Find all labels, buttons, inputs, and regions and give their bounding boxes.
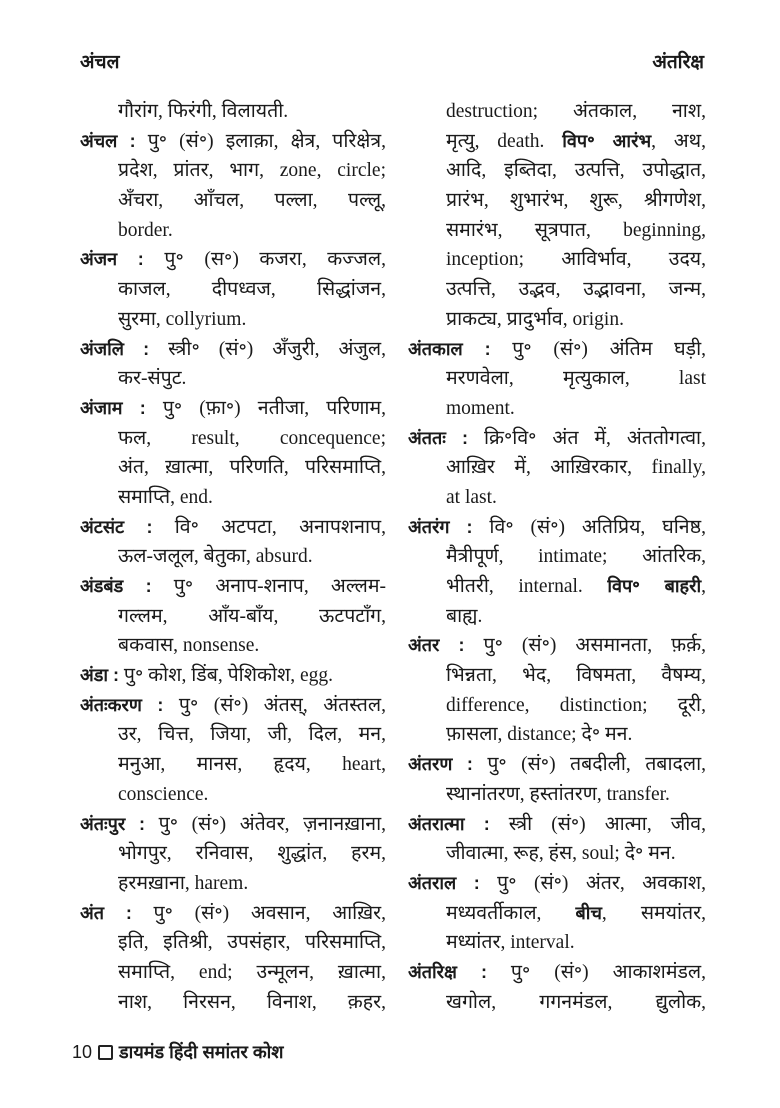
entry-line	[408, 335, 706, 365]
entry-line	[408, 364, 706, 394]
entry-line	[80, 988, 386, 1018]
definition-text: उत्पत्ति, उद्भव, उद्भावना, जन्म,	[446, 279, 706, 301]
definition-text: कर-संपुट.	[118, 368, 187, 390]
entry-line	[408, 988, 706, 1018]
definition-text: प्राकट्य, प्रादुर्भाव, origin.	[446, 308, 624, 330]
dictionary-entry	[408, 97, 706, 335]
entry-line	[408, 513, 706, 543]
definition-text: , समयांतर,	[601, 902, 706, 924]
entry-line	[80, 839, 386, 869]
entry-line	[80, 720, 386, 750]
definition-text: ,	[701, 576, 706, 597]
dictionary-entry	[408, 869, 706, 958]
definition-text: पु॰ (सं॰) असमानता, फ़र्क़,	[464, 635, 706, 657]
headword: अंतःपुर :	[80, 813, 145, 834]
definition-text: पु॰ (सं॰) आकाशमंडल,	[486, 961, 706, 983]
entry-line	[80, 305, 386, 335]
headword: अंजलि :	[80, 338, 150, 359]
dictionary-entry	[80, 691, 386, 810]
entry-line	[80, 97, 386, 127]
definition-text: पु॰ (स॰) कजरा, कज्जल,	[143, 249, 386, 271]
definition-text: पु॰ (सं॰) अंतर, अवकाश,	[479, 872, 706, 894]
entry-line	[408, 780, 706, 810]
headword: अंजाम :	[80, 397, 146, 418]
entry-line	[408, 453, 706, 483]
entry-line	[408, 483, 706, 513]
entry-line	[80, 424, 386, 454]
definition-text: पु॰ (फ़ा॰) नतीजा, परिणाम,	[145, 397, 386, 419]
entry-line	[80, 602, 386, 632]
dictionary-entry	[408, 335, 706, 424]
definition-text: मरणवेला, मृत्युकाल, last	[446, 368, 706, 390]
entry-line	[80, 928, 386, 958]
entry-line	[408, 631, 706, 661]
entry-line	[80, 661, 386, 691]
headword: बीच	[575, 902, 602, 923]
entry-line	[408, 839, 706, 869]
page-number: 10	[72, 1041, 93, 1062]
entry-line	[408, 869, 706, 899]
entry-line	[80, 780, 386, 810]
definition-text: हरमख़ाना, harem.	[118, 872, 249, 894]
definition-text: वि॰ अटपटा, अनापशनाप,	[152, 516, 386, 538]
entry-line	[408, 810, 706, 840]
definition-text: पु॰ (सं॰) इलाक़ा, क्षेत्र, परिक्षेत्र,	[135, 130, 386, 152]
entry-line	[408, 661, 706, 691]
dictionary-entry	[408, 424, 706, 513]
definition-text: स्त्री॰ (सं॰) अँजुरी, अंजुल,	[149, 338, 386, 360]
definition-text: समाप्ति, end; उन्मूलन, ख़ात्मा,	[118, 961, 386, 983]
entry-line	[80, 127, 386, 157]
entry-line	[80, 216, 386, 246]
entry-line	[80, 691, 386, 721]
definition-text: वि॰ (सं॰) अतिप्रिय, घनिष्ठ,	[472, 516, 706, 538]
entry-line	[408, 275, 706, 305]
dictionary-entry	[408, 810, 706, 869]
entry-line	[80, 958, 386, 988]
definition-text: काजल, दीपध्वज, सिद्धांजन,	[118, 279, 386, 301]
entry-line	[80, 364, 386, 394]
definition-text: प्रदेश, प्रांतर, भाग, zone, circle;	[118, 160, 386, 182]
definition-text: क्रि॰वि॰ अंत में, अंततोगत्वा,	[467, 427, 706, 449]
entry-line	[80, 572, 386, 602]
entry-line	[408, 305, 706, 335]
entry-line	[408, 691, 706, 721]
headword: अंतकाल :	[408, 338, 491, 359]
headword: विप॰ बाहरी	[607, 576, 702, 596]
headword: अंतरंग :	[408, 516, 473, 537]
headword: विप॰ आरंभ	[562, 130, 652, 151]
definition-text: समारंभ, सूत्रपात, beginning,	[446, 219, 706, 241]
entry-line	[80, 869, 386, 899]
definition-text: फ़ासला, distance; दे॰ मन.	[446, 724, 633, 746]
definition-text: भिन्नता, भेद, विषमता, वैषम्य,	[446, 665, 706, 687]
headword: अंतराल :	[408, 872, 480, 893]
entry-line	[408, 424, 706, 454]
dictionary-entry	[80, 127, 386, 246]
definition-text: समाप्ति, end.	[118, 486, 213, 508]
definition-text: difference, distinction; दूरी,	[446, 694, 706, 716]
right-column	[408, 97, 706, 1017]
dictionary-entry	[80, 394, 386, 513]
headword: अंतःकरण :	[80, 694, 164, 715]
definition-text: जीवात्मा, रूह, हंस, soul; दे॰ मन.	[446, 843, 676, 865]
entry-line	[408, 216, 706, 246]
dictionary-entry	[408, 750, 706, 809]
entry-line	[408, 899, 706, 929]
entry-line	[80, 453, 386, 483]
running-head-left: अंचल	[80, 52, 120, 73]
entry-line	[408, 542, 706, 572]
entry-line	[80, 245, 386, 275]
definition-text: प्रारंभ, शुभारंभ, शुरू, श्रीगणेश,	[446, 190, 706, 212]
dictionary-entry	[80, 572, 386, 661]
entry-line	[80, 810, 386, 840]
headword: अंतरात्मा :	[408, 813, 490, 834]
definition-text: स्त्री (सं॰) आत्मा, जीव,	[489, 813, 706, 835]
definition-text: नाश, निरसन, विनाश, क़हर,	[118, 991, 386, 1013]
dictionary-entry	[80, 245, 386, 334]
definition-text: फल, result, concequence;	[118, 427, 386, 449]
definition-text: मृत्यु, death.	[446, 130, 563, 152]
entry-line	[408, 245, 706, 275]
definition-text: पु॰ (सं॰) अंतेवर, ज़नानख़ाना,	[145, 813, 386, 835]
definition-text: अंत, ख़ात्मा, परिणति, परिसमाप्ति,	[118, 457, 386, 479]
definition-text: मध्यांतर, interval.	[446, 932, 575, 954]
entry-line	[408, 156, 706, 186]
square-bullet-icon	[98, 1045, 113, 1060]
definition-text: पु॰ (सं॰) तबदीली, तबादला,	[472, 754, 706, 776]
left-column	[80, 97, 386, 1017]
definition-text: स्थानांतरण, हस्तांतरण, transfer.	[446, 783, 670, 805]
dictionary-entry	[80, 810, 386, 899]
entry-line	[408, 750, 706, 780]
dictionary-entry	[80, 97, 386, 127]
definition-text: मध्यवर्तीकाल,	[446, 902, 576, 924]
headword: अंचल :	[80, 130, 136, 151]
entry-line	[80, 750, 386, 780]
definition-text: गल्लम, आँय-बाँय, ऊटपटाँग,	[118, 605, 386, 627]
headword: अंजन :	[80, 249, 144, 270]
entry-line	[80, 631, 386, 661]
definition-text: पु॰ (सं॰) अंतस्, अंतस्तल,	[163, 694, 386, 716]
entry-line	[408, 127, 706, 157]
dictionary-entry	[80, 335, 386, 394]
page-footer	[72, 1040, 284, 1064]
entry-line	[80, 394, 386, 424]
entry-line	[408, 928, 706, 958]
dictionary-entry	[408, 631, 706, 750]
dictionary-entry	[408, 958, 706, 1017]
entry-line	[80, 483, 386, 513]
definition-text: भोगपुर, रनिवास, शुद्धांत, हरम,	[118, 843, 386, 865]
entry-line	[80, 335, 386, 365]
definition-text: उर, चित्त, जिया, जी, दिल, मन,	[118, 724, 386, 746]
entry-line	[408, 720, 706, 750]
entry-line	[80, 275, 386, 305]
book-title: डायमंड हिंदी समांतर कोश	[119, 1042, 284, 1062]
definition-text: आदि, इब्तिदा, उत्पत्ति, उपोद्धात,	[446, 160, 706, 182]
headword: अंतरिक्ष :	[408, 961, 487, 982]
definition-text: पु॰ (सं॰) अवसान, आख़िर,	[131, 902, 386, 924]
definition-text: moment.	[446, 397, 515, 419]
definition-text: गौरांग, फिरंगी, विलायती.	[118, 101, 289, 122]
dictionary-entry	[80, 661, 386, 691]
entry-line	[408, 186, 706, 216]
definition-text: खगोल, गगनमंडल, द्युलोक,	[446, 991, 706, 1013]
headword: अंत :	[80, 902, 132, 923]
entry-line	[408, 602, 706, 632]
definition-text: मैत्रीपूर्ण, intimate; आंतरिक,	[446, 546, 706, 568]
definition-text: इति, इतिश्री, उपसंहार, परिसमाप्ति,	[118, 932, 386, 954]
entry-line	[80, 513, 386, 543]
definition-text: ऊल-जलूल, बेतुका, absurd.	[118, 546, 313, 568]
entry-line	[408, 958, 706, 988]
headword: अंडा :	[80, 665, 120, 686]
definition-text: conscience.	[118, 783, 209, 805]
headword: अंतरण :	[408, 754, 473, 775]
entry-line	[80, 542, 386, 572]
entry-line	[408, 97, 706, 127]
definition-text: आख़िर में, आख़िरकार, finally,	[446, 457, 706, 479]
dictionary-entry	[80, 899, 386, 1018]
definition-text: बकवास, nonsense.	[118, 635, 260, 657]
definition-text: border.	[118, 219, 173, 241]
headword: अंतर :	[408, 635, 465, 656]
entry-line	[80, 186, 386, 216]
definition-text: बाह्य.	[446, 605, 483, 627]
definition-text: inception; आविर्भाव, उदय,	[446, 249, 706, 271]
dictionary-entry	[408, 513, 706, 632]
definition-text: पु॰ अनाप-शनाप, अल्लम-	[151, 576, 386, 597]
definition-text: पु॰ कोश, डिंब, पेशिकोश, egg.	[119, 665, 334, 687]
definition-text: अँचरा, आँचल, पल्ला, पल्लू,	[118, 190, 386, 212]
running-head-right: अंतरिक्ष	[652, 52, 704, 73]
entry-line	[80, 899, 386, 929]
dictionary-entry	[80, 513, 386, 572]
headword: अंडबंड :	[80, 576, 152, 596]
definition-text: सुरमा, collyrium.	[118, 308, 247, 330]
headword: अंटसंट :	[80, 516, 153, 537]
definition-text: destruction; अंतकाल, नाश,	[446, 101, 706, 122]
definition-text: at last.	[446, 486, 497, 508]
entry-line	[408, 394, 706, 424]
definition-text: भीतरी, internal.	[446, 576, 608, 597]
entry-line	[408, 572, 706, 602]
headword: अंततः :	[408, 427, 468, 448]
definition-text: मनुआ, मानस, हृदय, heart,	[118, 754, 386, 776]
definition-text: , अथ,	[651, 130, 706, 152]
entry-line	[80, 156, 386, 186]
definition-text: पु॰ (सं॰) अंतिम घड़ी,	[490, 338, 706, 360]
